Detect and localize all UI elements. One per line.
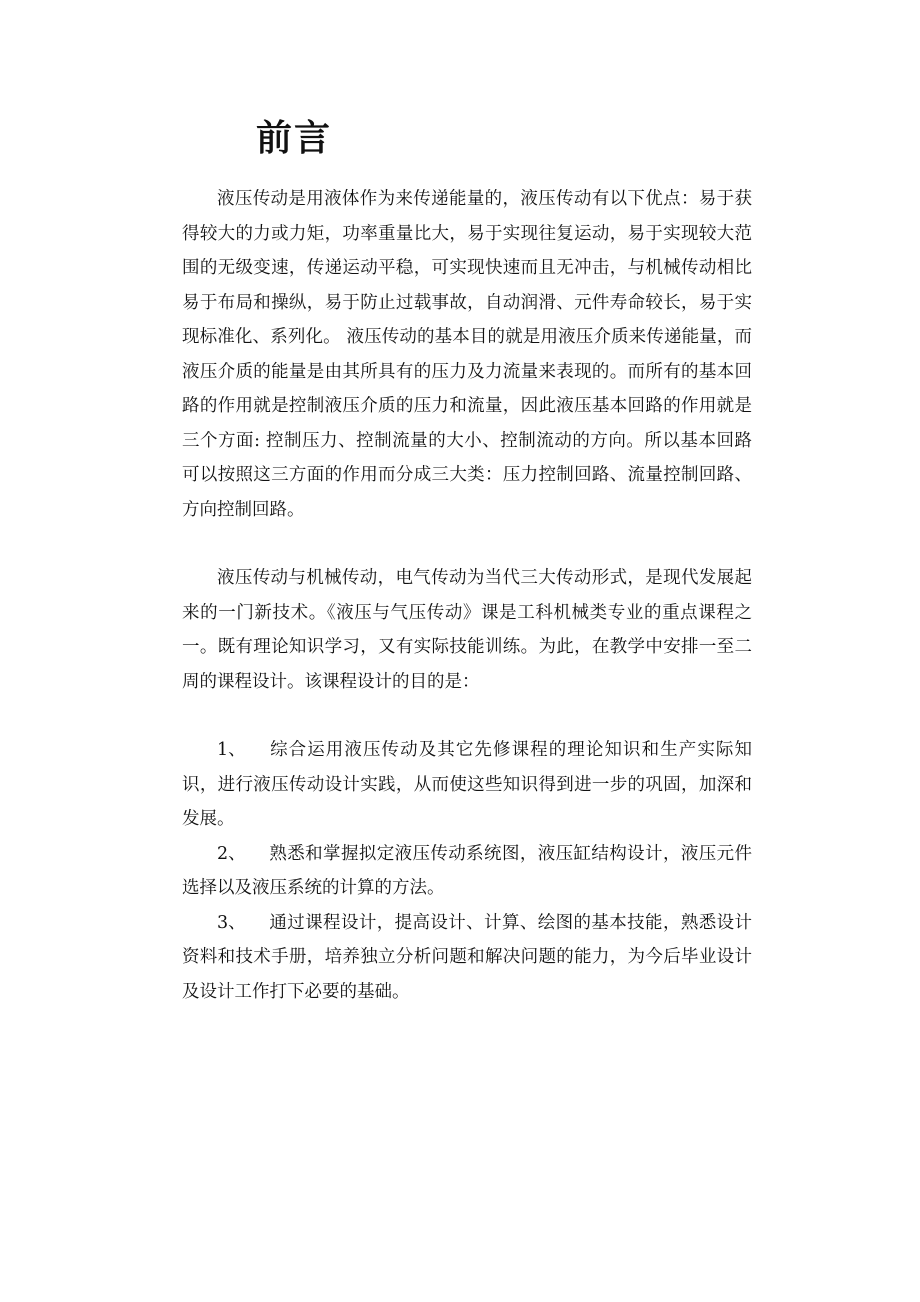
list-item-text: 熟悉和掌握拟定液压传动系统图，液压缸结构设计，液压元件选择以及液压系统的计算的方法。 (182, 843, 752, 898)
list-item-number: 1、 (217, 740, 246, 760)
list-item (182, 733, 752, 837)
document-body (182, 182, 752, 1009)
page-title: 前言 (256, 117, 333, 159)
list-item (182, 906, 752, 1010)
list-item (182, 837, 752, 906)
paragraph-gap (182, 527, 752, 561)
paragraph-advantages: 液压传动是用液体作为来传递能量的，液压传动有以下优点：易于获得较大的力或力矩，功率重量比大，易于实现往复运动，易于实现较大范围的无级变速，传递运动平稳，可实现快速而且无冲击，与机械传动相比易于布局和操纵，易于防止过载事故，自动润滑、元件寿命较长，易于实现标准化、系列化。 液压传动的基本目的就是用液压介质来传递能量，而液压介质的能量是由其所具有的压力及力流量来表现的。而所有的基本回路的作用就是控制液压介质的压力和流量，因此液压基本回路的作用就是三个方面: 控制压力、控制流量的大小、控制流动的方向。所以基本回路可以按照这三方面的作用而分成三大类：压力控制回路、流量控制回路、方向控制回路。 (182, 189, 752, 520)
list-item-number: 2、 (217, 843, 246, 864)
list-item-text: 通过课程设计，提高设计、计算、绘图的基本技能，熟悉设计资料和技术手册，培养独立分析问题和解决问题的能力，为今后毕业设计及设计工作打下必要的基础。 (182, 912, 752, 1002)
list-item-text: 综合运用液压传动及其它先修课程的理论知识和生产实际知识，进行液压传动设计实践，从而使这些知识得到进一步的巩固，加深和发展。 (182, 740, 752, 829)
paragraph-course-intro: 液压传动与机械传动，电气传动为当代三大传动形式，是现代发展起来的一门新技术。《液压与气压传动》课是工科机械类专业的重点课程之一。既有理论知识学习，又有实际技能训练。为此，在教学中安排一至二周的课程设计。该课程设计的目的是： (182, 568, 752, 692)
list-item-number: 3、 (217, 912, 246, 933)
paragraph-gap (182, 699, 752, 733)
